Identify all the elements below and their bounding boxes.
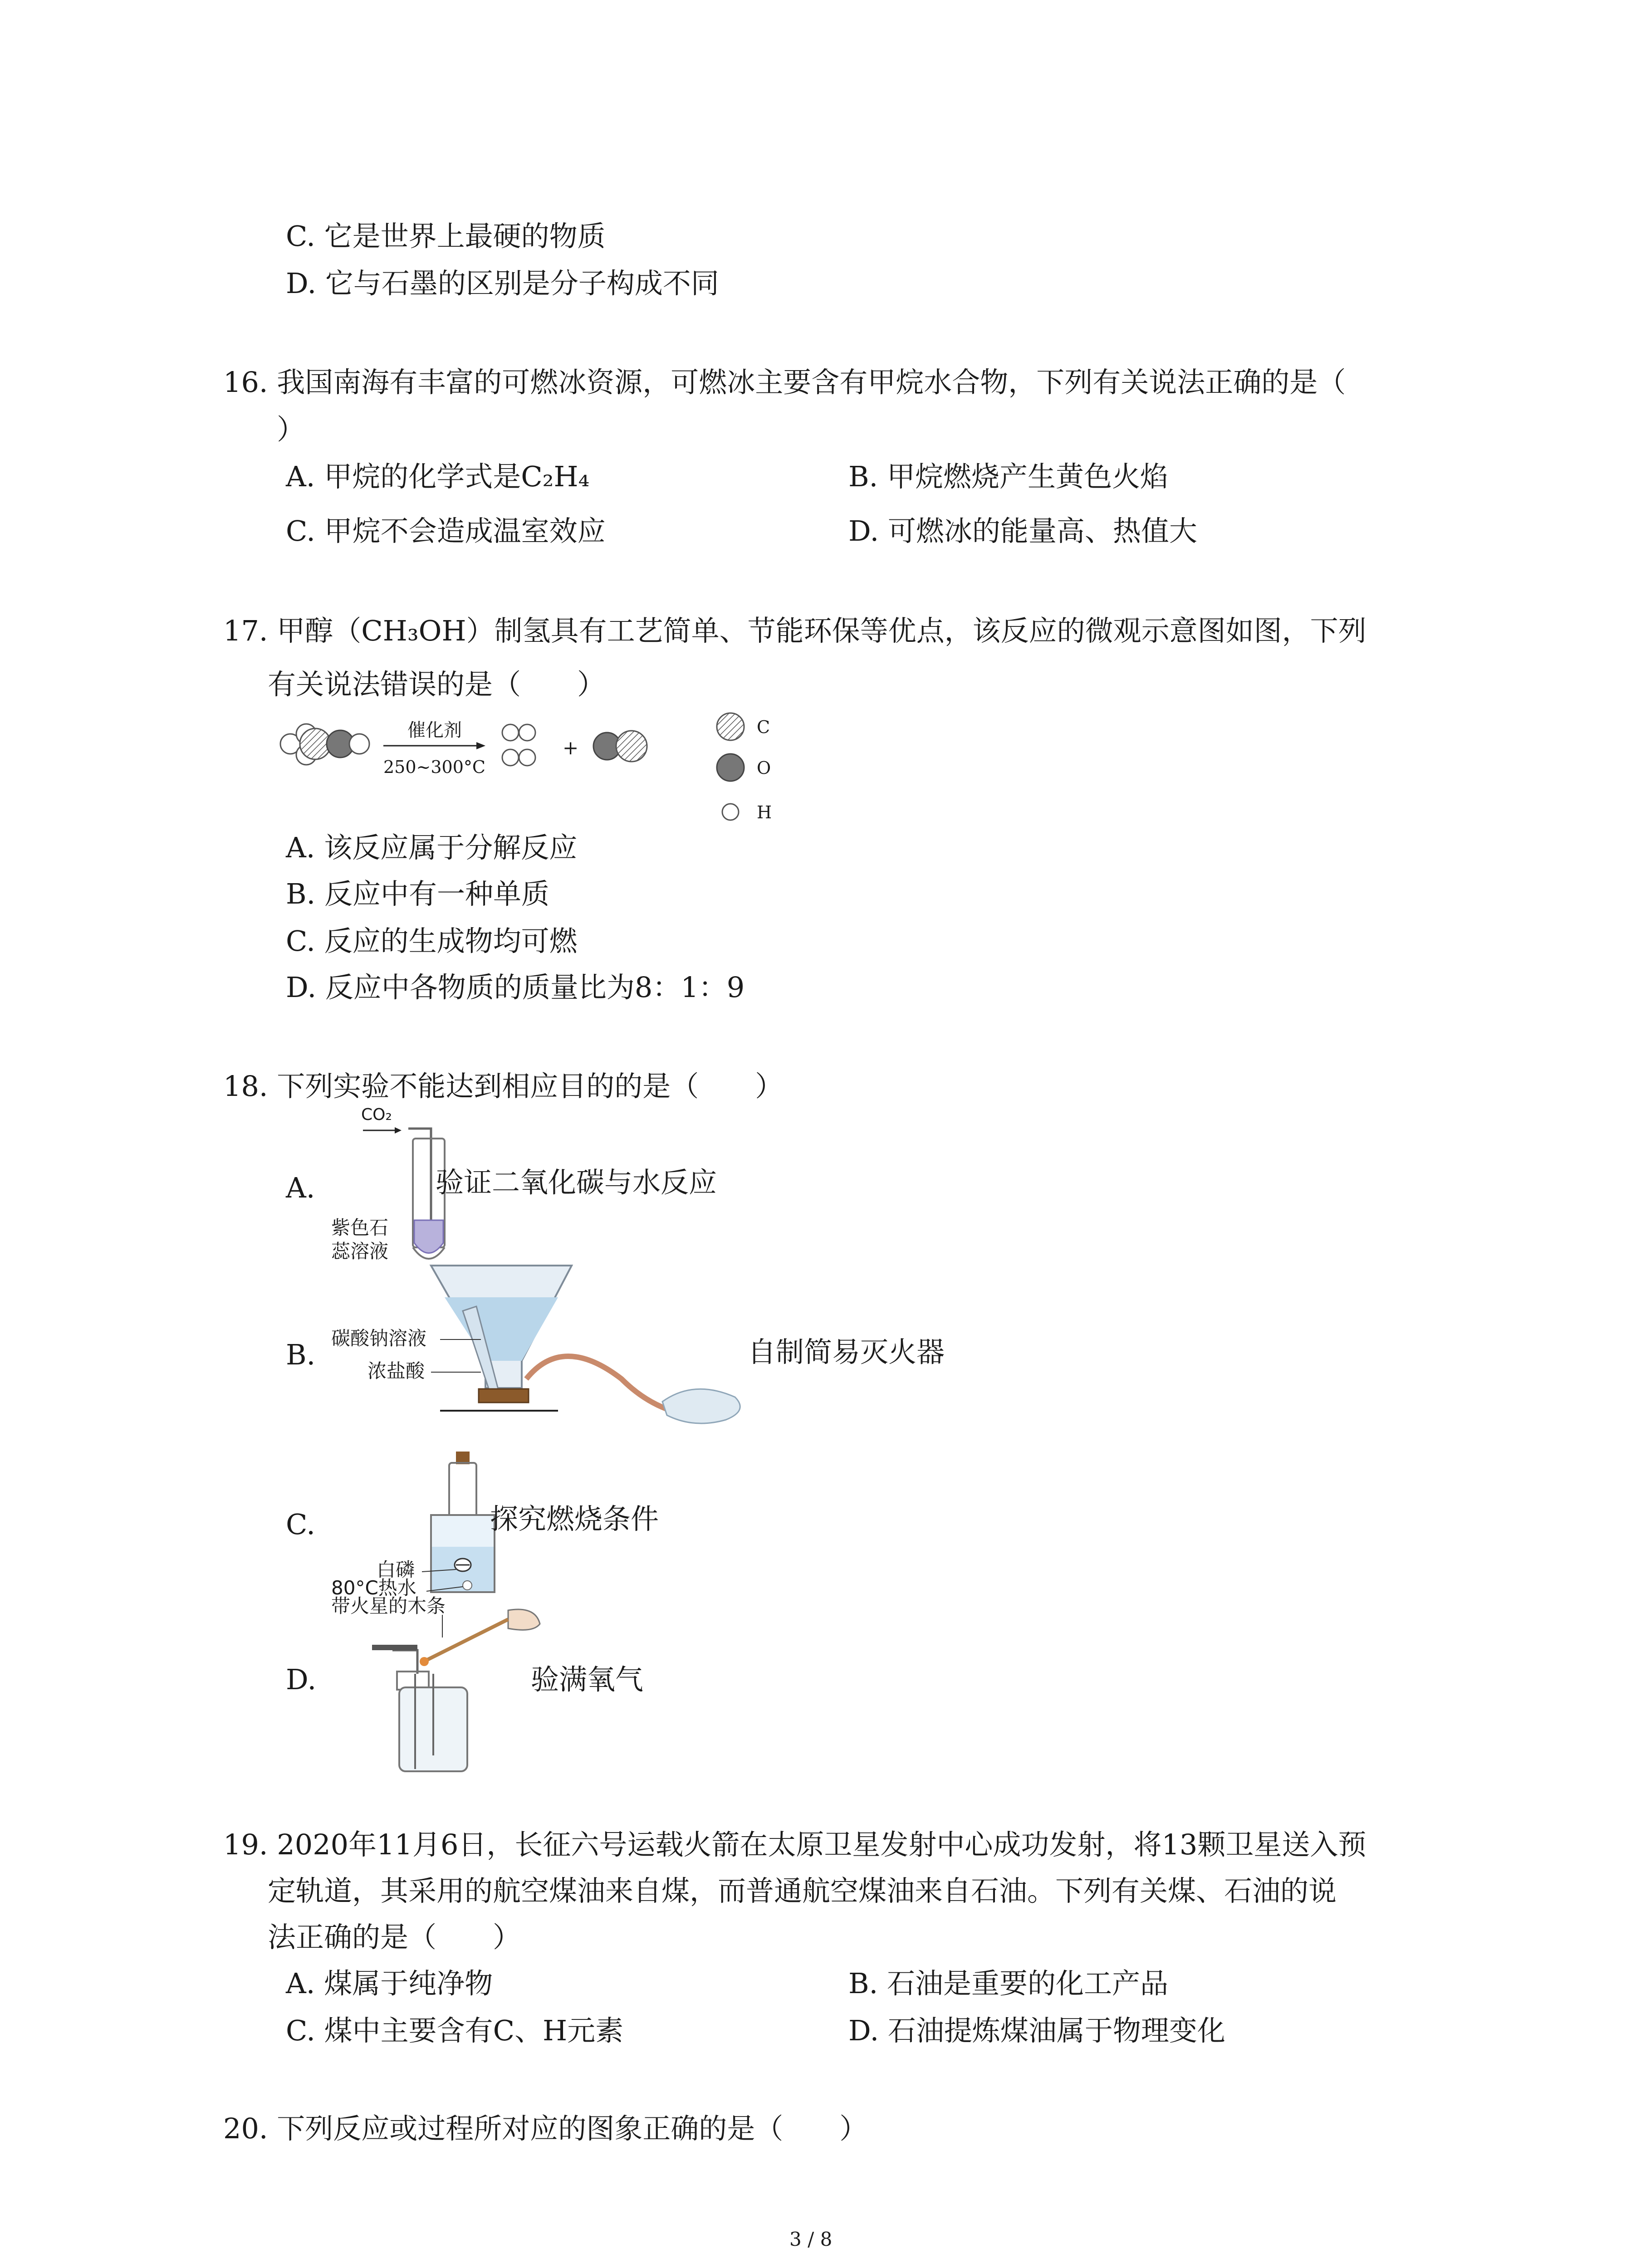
q18-d-letter: D. bbox=[286, 1663, 317, 1696]
q17-stem-line2: 有关说法错误的是（ ） bbox=[268, 668, 606, 701]
q18-stem: 18. 下列实验不能达到相应目的的是（ ） bbox=[223, 1070, 784, 1103]
temperature-label: 250~300°C bbox=[383, 757, 485, 777]
q19-option-c: C. 煤中主要含有C、H元素 bbox=[286, 2014, 624, 2047]
q16-stem-line1: 16. 我国南海有丰富的可燃冰资源，可燃冰主要含有甲烷水合物，下列有关说法正确的是（ bbox=[223, 366, 1346, 399]
q16-option-a: A. 甲烷的化学式是C₂H₄ bbox=[286, 460, 590, 493]
fire-extinguisher-svg bbox=[327, 1256, 780, 1452]
q18-d-figure bbox=[327, 1597, 563, 1778]
plus-sign: + bbox=[563, 737, 579, 759]
catalyst-label: 催化剂 bbox=[407, 720, 462, 741]
atom-legend bbox=[717, 713, 744, 820]
hydrochloric-acid-label: 浓盐酸 bbox=[367, 1360, 425, 1382]
q19-option-d: D. 石油提炼煤油属于物理变化 bbox=[848, 2014, 1225, 2047]
hot-water-label: 80°C热水 bbox=[331, 1577, 416, 1599]
q17-option-c: C. 反应的生成物均可燃 bbox=[286, 924, 578, 958]
methanol-molecule bbox=[280, 724, 369, 765]
q16-option-b: B. 甲烷燃烧产生黄色火焰 bbox=[848, 460, 1168, 493]
glowing-splint-label: 带火星的木条 bbox=[331, 1595, 446, 1617]
q18-c-letter: C. bbox=[286, 1508, 315, 1541]
q18-a-letter: A. bbox=[286, 1171, 315, 1204]
q19-option-a: A. 煤属于纯净物 bbox=[286, 1967, 493, 2000]
q19-stem-line2: 定轨道，其采用的航空煤油来自煤，而普通航空煤油来自石油。下列有关煤、石油的说 bbox=[268, 1874, 1337, 1907]
page-number: 3 / 8 bbox=[789, 2228, 833, 2250]
q17-stem-line1: 17. 甲醇（CH₃OH）制氢具有工艺简单、节能环保等优点，该反应的微观示意图如图，下列 bbox=[223, 614, 1367, 647]
reaction-arrow bbox=[383, 742, 485, 749]
combustion-beaker-svg bbox=[327, 1442, 517, 1597]
hydrogen-molecules bbox=[502, 724, 535, 766]
q16-option-d: D. 可燃冰的能量高、热值大 bbox=[848, 514, 1197, 547]
q18-c-figure bbox=[327, 1442, 517, 1597]
q17-option-b: B. 反应中有一种单质 bbox=[286, 877, 549, 910]
q17-option-d: D. 反应中各物质的质量比为8：1：9 bbox=[286, 971, 745, 1004]
q17-option-a: A. 该反应属于分解反应 bbox=[286, 831, 578, 864]
oxygen-bottle-svg bbox=[327, 1597, 563, 1778]
q18-d-text: 验满氧气 bbox=[531, 1663, 644, 1696]
q18-b-letter: B. bbox=[286, 1338, 316, 1371]
q17-reaction-diagram bbox=[272, 708, 817, 844]
litmus-label-2: 蕊溶液 bbox=[331, 1240, 389, 1262]
white-phosphorus-label: 白磷 bbox=[377, 1559, 415, 1581]
legend-c: C bbox=[757, 717, 770, 737]
q18-b-text: 自制简易灭火器 bbox=[748, 1335, 945, 1369]
co2-label: CO₂ bbox=[361, 1105, 392, 1124]
q16-option-c: C. 甲烷不会造成温室效应 bbox=[286, 514, 606, 547]
q18-c-text: 探究燃烧条件 bbox=[490, 1502, 659, 1535]
litmus-label-1: 紫色石 bbox=[331, 1217, 389, 1239]
q18-b-figure bbox=[327, 1256, 780, 1452]
q15-option-c: C. 它是世界上最硬的物质 bbox=[286, 220, 606, 253]
q19-option-b: B. 石油是重要的化工产品 bbox=[848, 1967, 1168, 2000]
q16-stem-line2: ） bbox=[277, 413, 305, 446]
q17-reaction-svg bbox=[272, 708, 817, 844]
legend-o: O bbox=[757, 758, 771, 778]
legend-h: H bbox=[757, 802, 772, 822]
q15-option-d: D. 它与石墨的区别是分子构成不同 bbox=[286, 267, 719, 300]
sodium-carbonate-label: 碳酸钠溶液 bbox=[331, 1327, 427, 1349]
q18-a-text: 验证二氧化碳与水反应 bbox=[436, 1166, 717, 1199]
q20-stem: 20. 下列反应或过程所对应的图象正确的是（ ） bbox=[223, 2112, 868, 2145]
q19-stem-line3: 法正确的是（ ） bbox=[268, 1921, 521, 1954]
q19-stem-line1: 19. 2020年11月6日，长征六号运载火箭在太原卫星发射中心成功发射，将13颗卫星送入预 bbox=[223, 1828, 1367, 1861]
carbon-monoxide-molecule bbox=[593, 731, 647, 762]
